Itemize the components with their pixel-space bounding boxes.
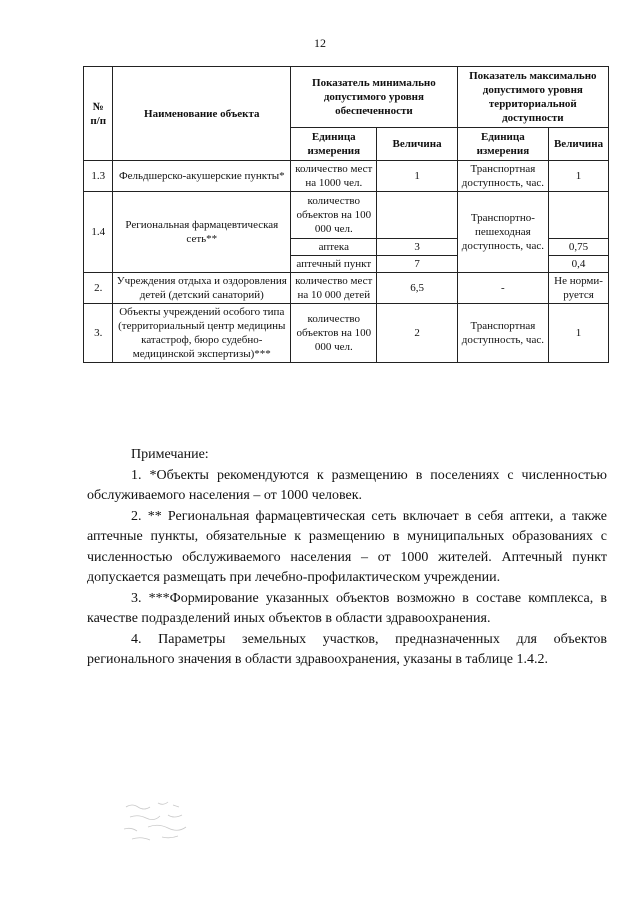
row-name: Региональная фармацевтическая сеть**: [113, 192, 291, 273]
row-unit: количество объектов на 100 000 чел.: [291, 304, 377, 363]
row-value2-empty: [549, 192, 609, 239]
header-max-group: Показатель максимально допустимого уровня территориальной доступности: [457, 67, 608, 128]
header-value-max: Величина: [549, 128, 609, 161]
subrow-unit: аптечный пункт: [291, 256, 377, 273]
table-row: [84, 192, 609, 239]
header-unit-max: Единица измерения: [457, 128, 548, 161]
header-min-group: Показатель минимально допустимого уровня обеспеченности: [291, 67, 458, 128]
subrow-value2: 0,4: [549, 256, 609, 273]
row-value2: 1: [549, 161, 609, 192]
row-unit2: -: [457, 273, 548, 304]
row-value: 1: [377, 161, 457, 192]
table-row: [84, 304, 609, 363]
row-value2: Не норми-руется: [549, 273, 609, 304]
row-no: 1.3: [84, 161, 113, 192]
header-name: Наименование объекта: [113, 67, 291, 161]
page-number: 12: [314, 36, 326, 50]
row-value: [377, 192, 457, 239]
note-item: 3. ***Формирование указанных объектов возможно в составе комплекса, в качестве подразделений иных объектов в области здравоохранения.: [87, 590, 607, 626]
row-name: Учреждения отдыха и оздоровления детей (детский санаторий): [113, 273, 291, 304]
norms-table: [83, 66, 609, 363]
row-no: 2.: [84, 273, 113, 304]
row-unit2: Транспортная доступность, час.: [457, 304, 548, 363]
subrow-value: 7: [377, 256, 457, 273]
row-no: 1.4: [84, 192, 113, 273]
row-name: Объекты учреждений особого типа (территориальный центр медицины катастроф, бюро судебно-медицинской экспертизы)***: [113, 304, 291, 363]
table-row: [84, 273, 609, 304]
row-value: 6,5: [377, 273, 457, 304]
row-unit2: Транспортная доступность, час.: [457, 161, 548, 192]
row-unit: количество объектов на 100 000 чел.: [291, 192, 377, 239]
row-value: 2: [377, 304, 457, 363]
faint-stamp-mark: [118, 795, 218, 845]
note-item: 4. Параметры земельных участков, предназначенных для объектов регионального значения в области здравоохранения, указаны в таблице 1.4.2.: [87, 631, 607, 667]
row-unit: количество мест на 1000 чел.: [291, 161, 377, 192]
row-unit2: Транспортно-пешеходная доступность, час.: [457, 192, 548, 273]
table-row: [84, 161, 609, 192]
header-unit-min: Единица измерения: [291, 128, 377, 161]
subrow-value2: 0,75: [549, 239, 609, 256]
row-value2: 1: [549, 304, 609, 363]
row-no: 3.: [84, 304, 113, 363]
row-name: Фельдшерско-акушерские пункты*: [113, 161, 291, 192]
notes-section: [87, 445, 607, 671]
note-item: 2. ** Региональная фармацевтическая сеть включает в себя аптеки, а также аптечные пункты, обязательные к размещению в муниципальных образованиях с численностью обслуживаемого населения – от 1000 жителей. Аптечный пункт допускается размещать при лечебно-профилактическом учреждении.: [87, 508, 607, 585]
note-item: 1. *Объекты рекомендуются к размещению в поселениях с численностью обслуживаемого населения – от 1000 человек.: [87, 467, 607, 503]
header-no: № п/п: [84, 67, 113, 161]
row-unit: количество мест на 10 000 детей: [291, 273, 377, 304]
header-value-min: Величина: [377, 128, 457, 161]
subrow-unit: аптека: [291, 239, 377, 256]
subrow-value: 3: [377, 239, 457, 256]
notes-heading: Примечание:: [131, 447, 209, 462]
table-header-row: [84, 67, 609, 128]
